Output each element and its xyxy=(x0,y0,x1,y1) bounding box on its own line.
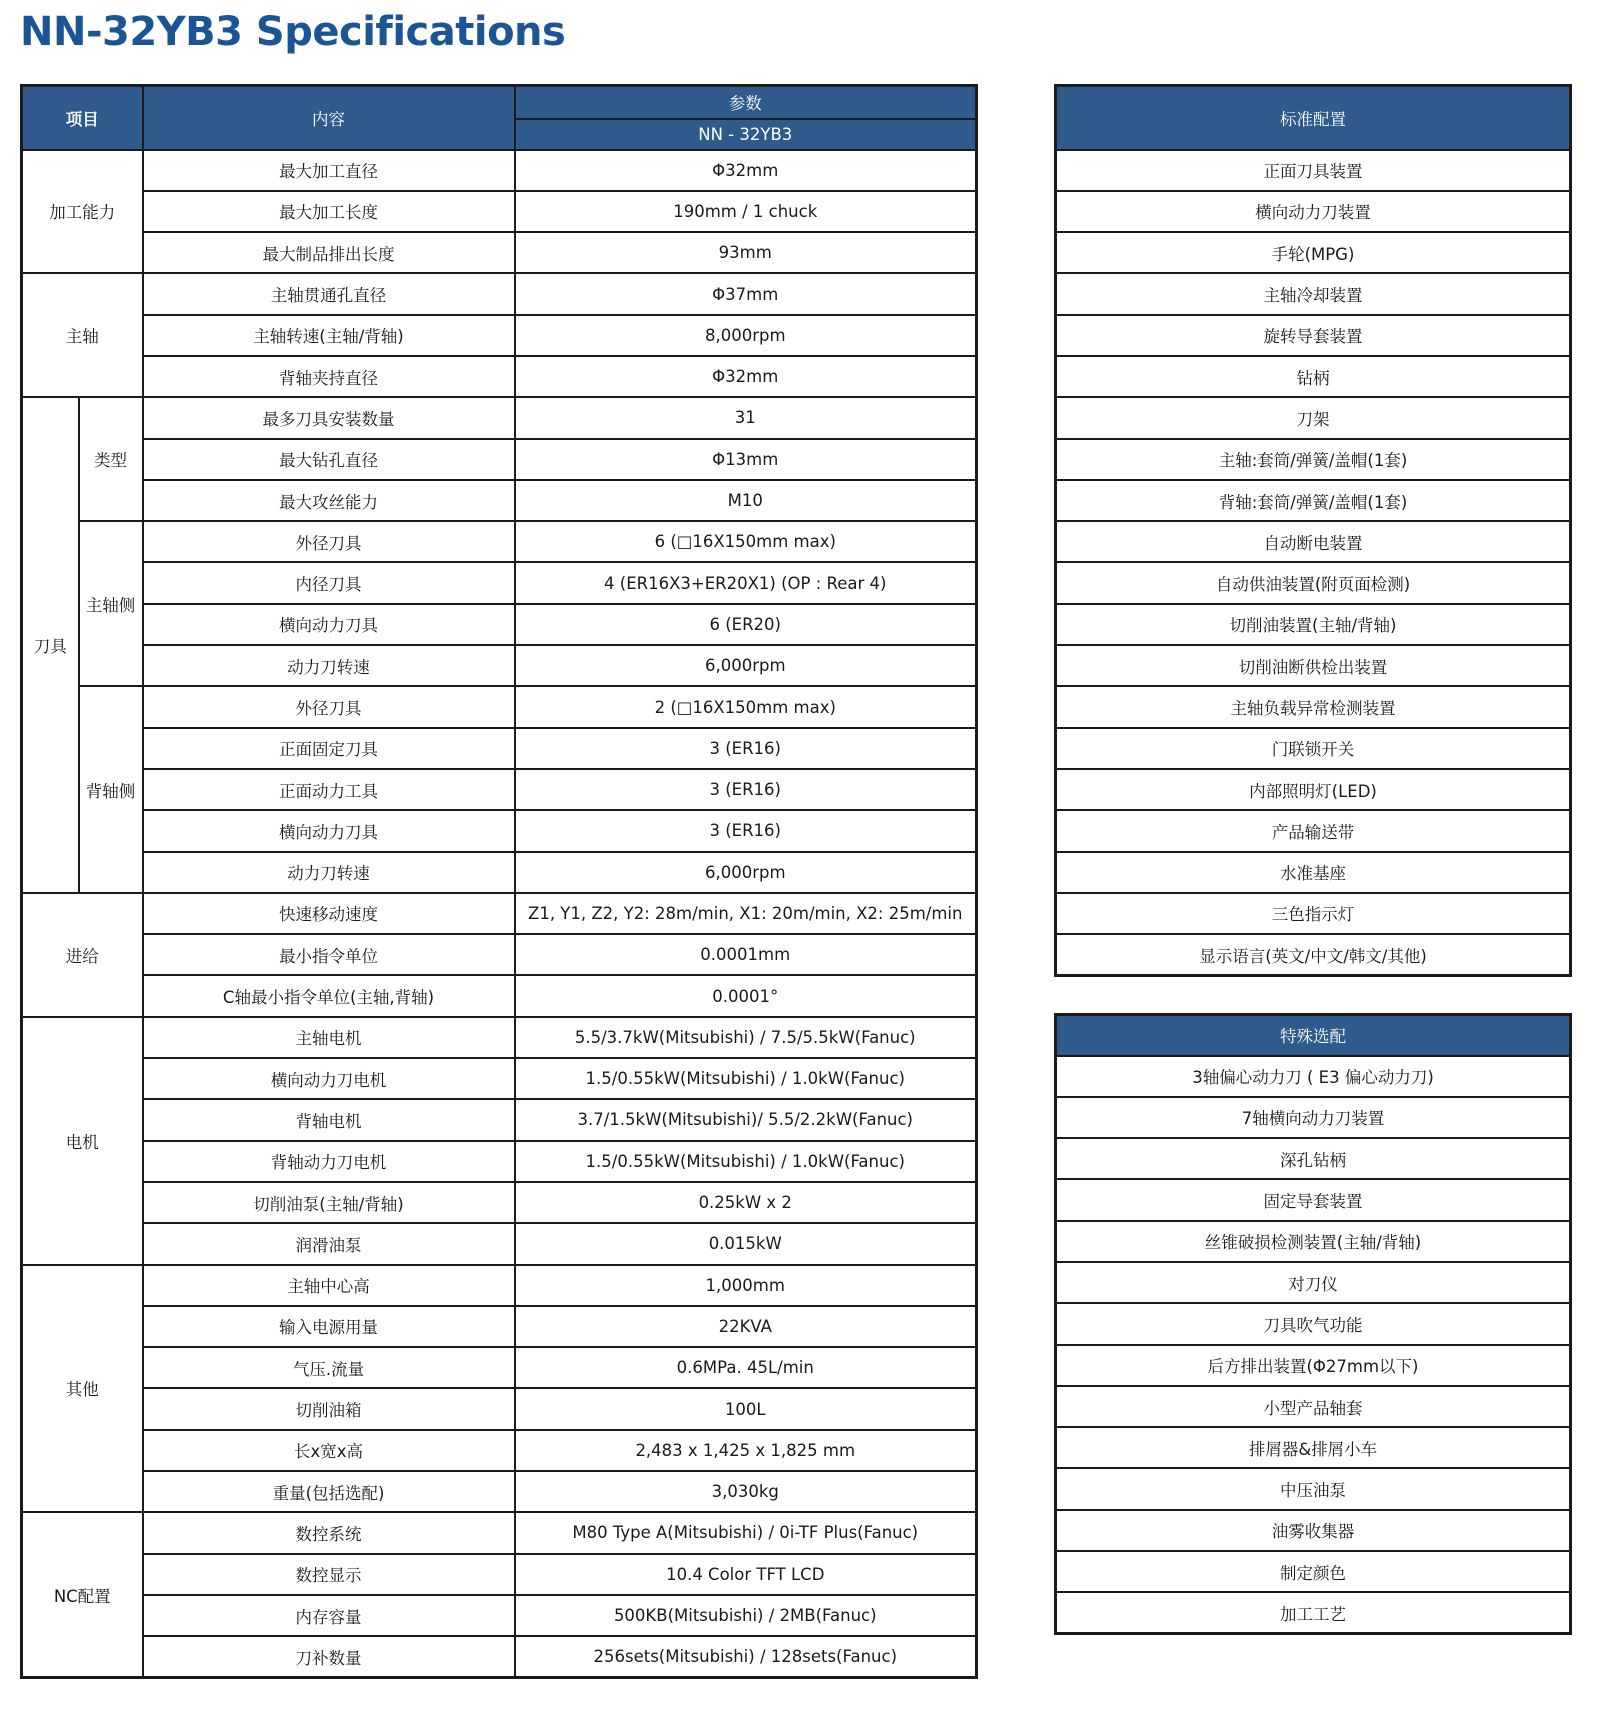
spec-content-cell: C轴最小指令单位(主轴,背轴) xyxy=(143,975,515,1016)
list-item xyxy=(1056,397,1571,438)
spec-content-cell: 动力刀转速 xyxy=(143,645,515,686)
special-option-item: 对刀仪 xyxy=(1056,1262,1571,1303)
spec-content-cell: 外径刀具 xyxy=(143,686,515,727)
list-item xyxy=(1056,1262,1571,1303)
list-item xyxy=(1056,1097,1571,1138)
header-content: 内容 xyxy=(143,86,515,150)
table-row xyxy=(22,232,977,273)
special-option-item: 固定导套装置 xyxy=(1056,1179,1571,1220)
special-option-item: 刀具吹气功能 xyxy=(1056,1303,1571,1344)
spec-value-cell: 0.015kW xyxy=(515,1223,977,1264)
spec-content-cell: 最多刀具安装数量 xyxy=(143,397,515,438)
table-row xyxy=(22,1595,977,1636)
category-cell: 其他 xyxy=(22,1265,143,1513)
spec-value-cell: 5.5/3.7kW(Mitsubishi) / 7.5/5.5kW(Fanuc) xyxy=(515,1017,977,1058)
spec-value-cell: 10.4 Color TFT LCD xyxy=(515,1554,977,1595)
spec-value-cell: 6 (ER20) xyxy=(515,604,977,645)
table-row xyxy=(22,852,977,893)
table-row xyxy=(22,1636,977,1677)
spec-value-cell: 2,483 x 1,425 x 1,825 mm xyxy=(515,1430,977,1471)
spec-content-cell: 刀补数量 xyxy=(143,1636,515,1677)
spec-content-cell: 重量(包括选配) xyxy=(143,1471,515,1512)
list-item xyxy=(1056,150,1571,191)
spec-value-cell: 3 (ER16) xyxy=(515,769,977,810)
list-item xyxy=(1056,893,1571,934)
standard-config-item: 自动断电装置 xyxy=(1056,521,1571,562)
table-row xyxy=(22,480,977,521)
list-item xyxy=(1056,315,1571,356)
list-item xyxy=(1056,232,1571,273)
category-cell: 刀具 xyxy=(22,397,79,893)
spec-content-cell: 长x宽x高 xyxy=(143,1430,515,1471)
table-row xyxy=(22,1182,977,1223)
list-item xyxy=(1056,1345,1571,1386)
spec-value-cell: 1,000mm xyxy=(515,1265,977,1306)
standard-config-item: 三色指示灯 xyxy=(1056,893,1571,934)
standard-config-item: 旋转导套装置 xyxy=(1056,315,1571,356)
standard-config-item: 正面刀具装置 xyxy=(1056,150,1571,191)
standard-config-item: 主轴冷却装置 xyxy=(1056,273,1571,314)
header-item: 项目 xyxy=(22,86,143,150)
list-item xyxy=(1056,273,1571,314)
list-item xyxy=(1056,1303,1571,1344)
table-row xyxy=(22,686,977,727)
spec-content-cell: 最大制品排出长度 xyxy=(143,232,515,273)
table-row xyxy=(22,315,977,356)
spec-content-cell: 内径刀具 xyxy=(143,562,515,603)
list-item xyxy=(1056,521,1571,562)
list-item xyxy=(1056,1221,1571,1262)
spec-value-cell: 6 (□16X150mm max) xyxy=(515,521,977,562)
standard-config-item: 门联锁开关 xyxy=(1056,728,1571,769)
standard-config-item: 内部照明灯(LED) xyxy=(1056,769,1571,810)
spec-value-cell: 256sets(Mitsubishi) / 128sets(Fanuc) xyxy=(515,1636,977,1677)
list-item xyxy=(1056,686,1571,727)
table-row xyxy=(22,1017,977,1058)
spec-content-cell: 润滑油泵 xyxy=(143,1223,515,1264)
spec-content-cell: 数控显示 xyxy=(143,1554,515,1595)
spec-content-cell: 动力刀转速 xyxy=(143,852,515,893)
spec-content-cell: 背轴夹持直径 xyxy=(143,356,515,397)
category-cell: NC配置 xyxy=(22,1512,143,1677)
spec-value-cell: 93mm xyxy=(515,232,977,273)
standard-config-item: 切削油装置(主轴/背轴) xyxy=(1056,604,1571,645)
list-item xyxy=(1056,852,1571,893)
table-row xyxy=(22,934,977,975)
standard-config-item: 水准基座 xyxy=(1056,852,1571,893)
table-row xyxy=(22,439,977,480)
spec-value-cell: 0.0001mm xyxy=(515,934,977,975)
special-option-item: 丝锥破损检测装置(主轴/背轴) xyxy=(1056,1221,1571,1262)
table-row xyxy=(22,397,977,438)
spec-content-cell: 横向动力刀具 xyxy=(143,810,515,851)
spec-value-cell: Φ37mm xyxy=(515,273,977,314)
spec-value-cell: 3.7/1.5kW(Mitsubishi)/ 5.5/2.2kW(Fanuc) xyxy=(515,1099,977,1140)
standard-config-item: 切削油断供检出装置 xyxy=(1056,645,1571,686)
standard-config-table xyxy=(1054,84,1572,977)
special-option-item: 加工工艺 xyxy=(1056,1592,1571,1633)
special-options-table xyxy=(1054,1013,1572,1635)
list-item xyxy=(1056,1510,1571,1551)
spec-content-cell: 输入电源用量 xyxy=(143,1306,515,1347)
special-option-item: 3轴偏心动力刀 ( E3 偏心动力刀) xyxy=(1056,1056,1571,1097)
list-item xyxy=(1056,1592,1571,1633)
list-item xyxy=(1056,769,1571,810)
spec-value-cell: 3 (ER16) xyxy=(515,728,977,769)
spec-value-cell: 1.5/0.55kW(Mitsubishi) / 1.0kW(Fanuc) xyxy=(515,1141,977,1182)
list-item xyxy=(1056,1056,1571,1097)
spec-value-cell: 3,030kg xyxy=(515,1471,977,1512)
list-item xyxy=(1056,728,1571,769)
spec-content-cell: 正面动力工具 xyxy=(143,769,515,810)
header-param: 参数 xyxy=(515,86,977,119)
spec-value-cell: 8,000rpm xyxy=(515,315,977,356)
standard-config-item: 背轴:套筒/弹簧/盖帽(1套) xyxy=(1056,480,1571,521)
spec-content-cell: 横向动力刀具 xyxy=(143,604,515,645)
special-options-header: 特殊选配 xyxy=(1056,1015,1571,1056)
list-item xyxy=(1056,1551,1571,1592)
spec-content-cell: 主轴中心高 xyxy=(143,1265,515,1306)
list-item xyxy=(1056,1179,1571,1220)
table-row xyxy=(22,562,977,603)
category-cell: 加工能力 xyxy=(22,150,143,274)
standard-config-item: 自动供油装置(附页面检测) xyxy=(1056,562,1571,603)
table-row xyxy=(22,728,977,769)
special-option-item: 深孔钻柄 xyxy=(1056,1138,1571,1179)
list-item xyxy=(1056,356,1571,397)
standard-config-header: 标准配置 xyxy=(1056,86,1571,150)
page-title: NN-32YB3 Specifications xyxy=(20,9,566,55)
spec-value-cell: Φ32mm xyxy=(515,150,977,191)
special-option-item: 7轴横向动力刀装置 xyxy=(1056,1097,1571,1138)
table-row xyxy=(22,1099,977,1140)
spec-content-cell: 外径刀具 xyxy=(143,521,515,562)
spec-content-cell: 内存容量 xyxy=(143,1595,515,1636)
spec-value-cell: 3 (ER16) xyxy=(515,810,977,851)
spec-content-cell: 背轴电机 xyxy=(143,1099,515,1140)
spec-value-cell: 6,000rpm xyxy=(515,645,977,686)
spec-value-cell: 0.25kW x 2 xyxy=(515,1182,977,1223)
special-option-item: 中压油泵 xyxy=(1056,1468,1571,1509)
table-row xyxy=(22,191,977,232)
table-row xyxy=(22,1430,977,1471)
spec-value-cell: 31 xyxy=(515,397,977,438)
spec-content-cell: 正面固定刀具 xyxy=(143,728,515,769)
standard-config-item: 钻柄 xyxy=(1056,356,1571,397)
standard-config-item: 横向动力刀装置 xyxy=(1056,191,1571,232)
spec-value-cell: 100L xyxy=(515,1388,977,1429)
category-cell: 进给 xyxy=(22,893,143,1017)
spec-content-cell: 最小指令单位 xyxy=(143,934,515,975)
list-item xyxy=(1056,1138,1571,1179)
spec-value-cell: 2 (□16X150mm max) xyxy=(515,686,977,727)
spec-value-cell: Z1, Y1, Z2, Y2: 28m/min, X1: 20m/min, X2: 25m/min xyxy=(515,893,977,934)
category-cell: 主轴 xyxy=(22,273,143,397)
table-row xyxy=(22,1141,977,1182)
subcategory-cell: 主轴侧 xyxy=(79,521,143,686)
table-row xyxy=(22,1471,977,1512)
list-item xyxy=(1056,645,1571,686)
spec-content-cell: 切削油箱 xyxy=(143,1388,515,1429)
table-row xyxy=(22,1388,977,1429)
table-row xyxy=(22,1347,977,1388)
table-row xyxy=(22,604,977,645)
spec-content-cell: 最大加工直径 xyxy=(143,150,515,191)
spec-content-cell: 横向动力刀电机 xyxy=(143,1058,515,1099)
spec-content-cell: 主轴转速(主轴/背轴) xyxy=(143,315,515,356)
spec-content-cell: 切削油泵(主轴/背轴) xyxy=(143,1182,515,1223)
spec-value-cell: Φ32mm xyxy=(515,356,977,397)
spec-content-cell: 气压.流量 xyxy=(143,1347,515,1388)
table-row xyxy=(22,769,977,810)
category-cell: 电机 xyxy=(22,1017,143,1265)
standard-config-item: 刀架 xyxy=(1056,397,1571,438)
spec-content-cell: 快速移动速度 xyxy=(143,893,515,934)
spec-content-cell: 数控系统 xyxy=(143,1512,515,1553)
spec-value-cell: Φ13mm xyxy=(515,439,977,480)
spec-content-cell: 最大加工长度 xyxy=(143,191,515,232)
subcategory-cell: 类型 xyxy=(79,397,143,521)
standard-config-item: 主轴负载异常检测装置 xyxy=(1056,686,1571,727)
list-item xyxy=(1056,562,1571,603)
special-option-item: 后方排出装置(Φ27mm以下) xyxy=(1056,1345,1571,1386)
table-row xyxy=(22,975,977,1016)
table-row xyxy=(22,1306,977,1347)
special-option-item: 小型产品轴套 xyxy=(1056,1386,1571,1427)
standard-config-item: 显示语言(英文/中文/韩文/其他) xyxy=(1056,934,1571,975)
header-model: NN - 32YB3 xyxy=(515,119,977,150)
special-option-item: 制定颜色 xyxy=(1056,1551,1571,1592)
table-row xyxy=(22,810,977,851)
table-row xyxy=(22,1058,977,1099)
table-row xyxy=(22,1265,977,1306)
list-item xyxy=(1056,810,1571,851)
table-row xyxy=(22,521,977,562)
list-item xyxy=(1056,1468,1571,1509)
list-item xyxy=(1056,604,1571,645)
spec-value-cell: 6,000rpm xyxy=(515,852,977,893)
standard-config-item: 手轮(MPG) xyxy=(1056,232,1571,273)
table-row xyxy=(22,1223,977,1264)
list-item xyxy=(1056,1386,1571,1427)
spec-value-cell: 4 (ER16X3+ER20X1) (OP : Rear 4) xyxy=(515,562,977,603)
spec-value-cell: 1.5/0.55kW(Mitsubishi) / 1.0kW(Fanuc) xyxy=(515,1058,977,1099)
table-row xyxy=(22,150,977,191)
spec-value-cell: M80 Type A(Mitsubishi) / 0i-TF Plus(Fanuc) xyxy=(515,1512,977,1553)
list-item xyxy=(1056,1427,1571,1468)
special-option-item: 排屑器&排屑小车 xyxy=(1056,1427,1571,1468)
table-row xyxy=(22,1512,977,1553)
spec-value-cell: 190mm / 1 chuck xyxy=(515,191,977,232)
subcategory-cell: 背轴侧 xyxy=(79,686,143,892)
table-row xyxy=(22,645,977,686)
spec-content-cell: 主轴电机 xyxy=(143,1017,515,1058)
list-item xyxy=(1056,934,1571,975)
table-row xyxy=(22,893,977,934)
list-item xyxy=(1056,191,1571,232)
spec-value-cell: 0.6MPa. 45L/min xyxy=(515,1347,977,1388)
spec-value-cell: M10 xyxy=(515,480,977,521)
table-row xyxy=(22,356,977,397)
standard-config-item: 主轴:套筒/弹簧/盖帽(1套) xyxy=(1056,439,1571,480)
spec-value-cell: 500KB(Mitsubishi) / 2MB(Fanuc) xyxy=(515,1595,977,1636)
spec-content-cell: 最大攻丝能力 xyxy=(143,480,515,521)
standard-config-item: 产品输送带 xyxy=(1056,810,1571,851)
table-row xyxy=(22,1554,977,1595)
list-item xyxy=(1056,439,1571,480)
table-row xyxy=(22,273,977,314)
spec-content-cell: 最大钻孔直径 xyxy=(143,439,515,480)
specifications-table xyxy=(20,84,978,1679)
spec-value-cell: 22KVA xyxy=(515,1306,977,1347)
list-item xyxy=(1056,480,1571,521)
spec-content-cell: 背轴动力刀电机 xyxy=(143,1141,515,1182)
special-option-item: 油雾收集器 xyxy=(1056,1510,1571,1551)
spec-content-cell: 主轴贯通孔直径 xyxy=(143,273,515,314)
spec-value-cell: 0.0001° xyxy=(515,975,977,1016)
